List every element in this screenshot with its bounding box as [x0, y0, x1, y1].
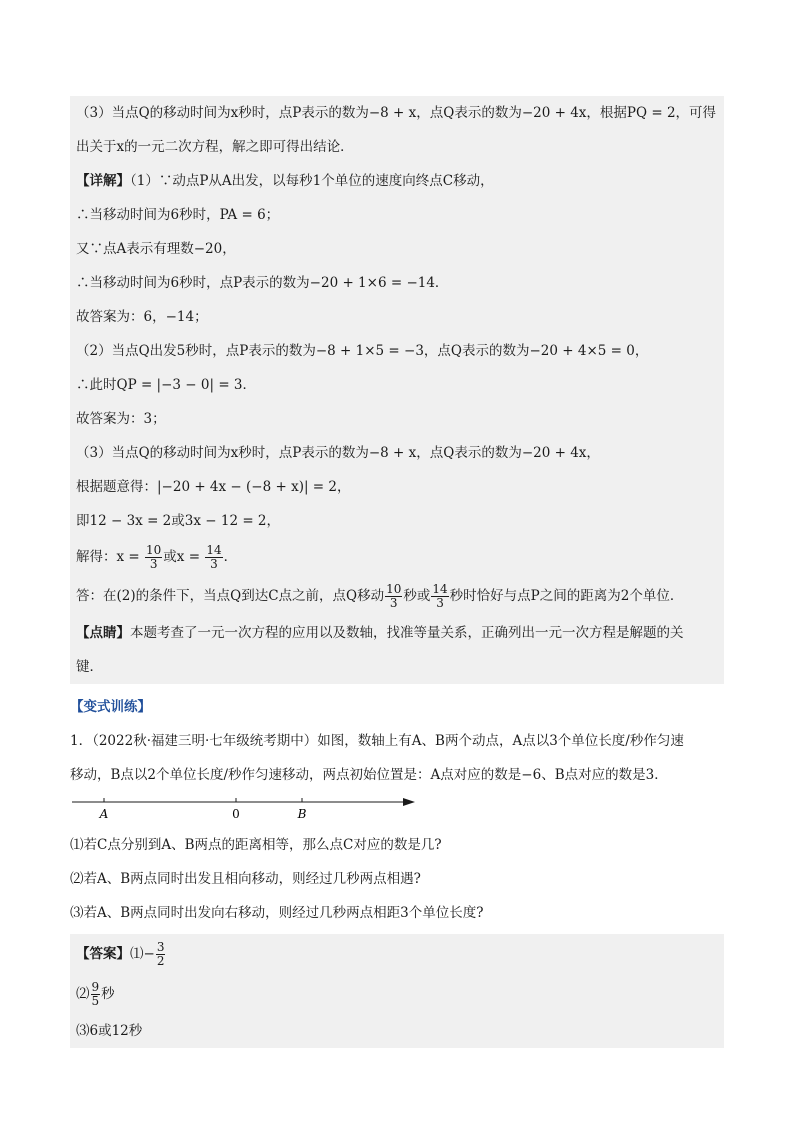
detail-line: 故答案为：3；: [76, 411, 166, 427]
comment-line: 键．: [76, 659, 103, 675]
fraction-three-halves: [156, 941, 166, 968]
solve-mid: 或x =: [163, 549, 201, 565]
fraction-numerator: 14: [206, 543, 222, 557]
fraction-numerator: 14: [432, 582, 448, 596]
label-zero: 0: [232, 807, 240, 821]
answer-line-3: ⑶6或12秒: [76, 1023, 143, 1039]
arrow-right-icon: [403, 798, 415, 806]
question-line: 移动，B点以2个单位长度/秒作匀速移动，两点初始位置是：A点对应的数是−6、B点对应的数是3．: [70, 767, 668, 783]
comment-line: [70, 616, 724, 650]
number-line-figure: [70, 794, 724, 824]
fraction-ten-thirds: [145, 544, 162, 571]
fraction-denominator: 3: [149, 557, 158, 571]
fraction-denominator: 3: [436, 596, 444, 610]
variant-answer-block: [70, 934, 724, 1048]
answer-line-2: [70, 974, 724, 1014]
fraction-numerator: 9: [91, 980, 100, 994]
fraction-denominator: 3: [389, 596, 398, 610]
detail-tag: 【详解】: [76, 173, 130, 189]
fraction-denominator: 2: [156, 954, 165, 968]
solution-line: [70, 538, 724, 576]
comment-text: 本题考查了一元一次方程的应用以及数轴，找准等量关系，正确列出一元一次方程是解题的关: [130, 625, 684, 641]
fraction-nine-fifths: [91, 981, 101, 1008]
detail-line: 故答案为：6，−14；: [76, 309, 208, 325]
sub-question: ⑵若A、B两点同时出发且相向移动，则经过几秒两点相遇?: [70, 871, 421, 887]
number-line-svg: [70, 794, 430, 824]
sub-question: ⑶若A、B两点同时出发向右移动，则经过几秒两点相距3个单位长度?: [70, 905, 484, 921]
fraction-ten-thirds: [385, 583, 402, 610]
variant-heading: 【变式训练】: [70, 699, 151, 715]
answer-2-prefix: ⑵: [76, 986, 90, 1002]
detail-line: ∴当移动时间为6秒时，PA = 6；: [76, 207, 280, 223]
solution-block: [70, 96, 724, 684]
detail-line: ∴此时QP = |−3 − 0| = 3．: [76, 377, 257, 393]
fraction-denominator: 5: [91, 994, 100, 1008]
label-a: A: [99, 807, 109, 821]
solve-prefix: 解得：x =: [76, 549, 140, 565]
comment-tag: 【点睛】: [76, 625, 130, 641]
analysis-line: 出关于x的一元二次方程，解之即可得出结论．: [76, 139, 354, 155]
answer-1-prefix: ⑴−: [130, 946, 155, 962]
solve-suffix: ．: [223, 549, 238, 565]
answer-2-suffix: 秒: [101, 986, 115, 1002]
label-b: B: [297, 807, 307, 821]
detail-line: （2）当点Q出发5秒时，点P表示的数为−8 + 1×5 = −3，点Q表示的数为−20 + 4×5 = 0，: [76, 343, 649, 359]
detail-line: [70, 164, 724, 198]
fraction-denominator: 3: [210, 557, 218, 571]
answer-line-1: [70, 934, 724, 974]
answer-line: [70, 576, 724, 616]
answer-tag: 【答案】: [76, 946, 130, 962]
detail-line: （3）当点Q的移动时间为x秒时，点P表示的数为−8 + x，点Q表示的数为−20 + 4x，: [76, 445, 600, 461]
analysis-line: （3）当点Q的移动时间为x秒时，点P表示的数为−8 + x，点Q表示的数为−20 + 4x，根据PQ = 2，可得: [76, 105, 717, 121]
detail-text: （1）∵动点P从A出发，以每秒1个单位的速度向终点C移动，: [130, 173, 494, 189]
detail-line: 又∵点A表示有理数−20，: [76, 241, 236, 257]
detail-line: ∴当移动时间为6秒时，点P表示的数为−20 + 1×6 = −14．: [76, 275, 449, 291]
question-line: 1．（2022秋·福建三明·七年级统考期中）如图，数轴上有A、B两个动点，A点以3个单位长度/秒作匀速: [70, 733, 684, 749]
fraction-numerator: 3: [156, 940, 165, 954]
fraction-numerator: 10: [146, 543, 162, 557]
detail-line: 根据题意得：|−20 + 4x − (−8 + x)| = 2，: [76, 479, 351, 495]
fraction-fourteen-thirds: [431, 583, 448, 610]
detail-line: 即12 − 3x = 2或3x − 12 = 2，: [76, 513, 281, 529]
fraction-fourteen-thirds: [205, 544, 222, 571]
document-page: [70, 96, 724, 1048]
answer-mid: 秒或: [403, 588, 431, 604]
fraction-numerator: 10: [386, 582, 402, 596]
answer-suffix: 秒时恰好与点P之间的距离为2个单位．: [449, 588, 684, 604]
sub-question: ⑴若C点分别到A、B两点的距离相等，那么点C对应的数是几?: [70, 837, 442, 853]
answer-prefix: 答：在(2)的条件下，当点Q到达C点之前，点Q移动: [76, 588, 385, 604]
